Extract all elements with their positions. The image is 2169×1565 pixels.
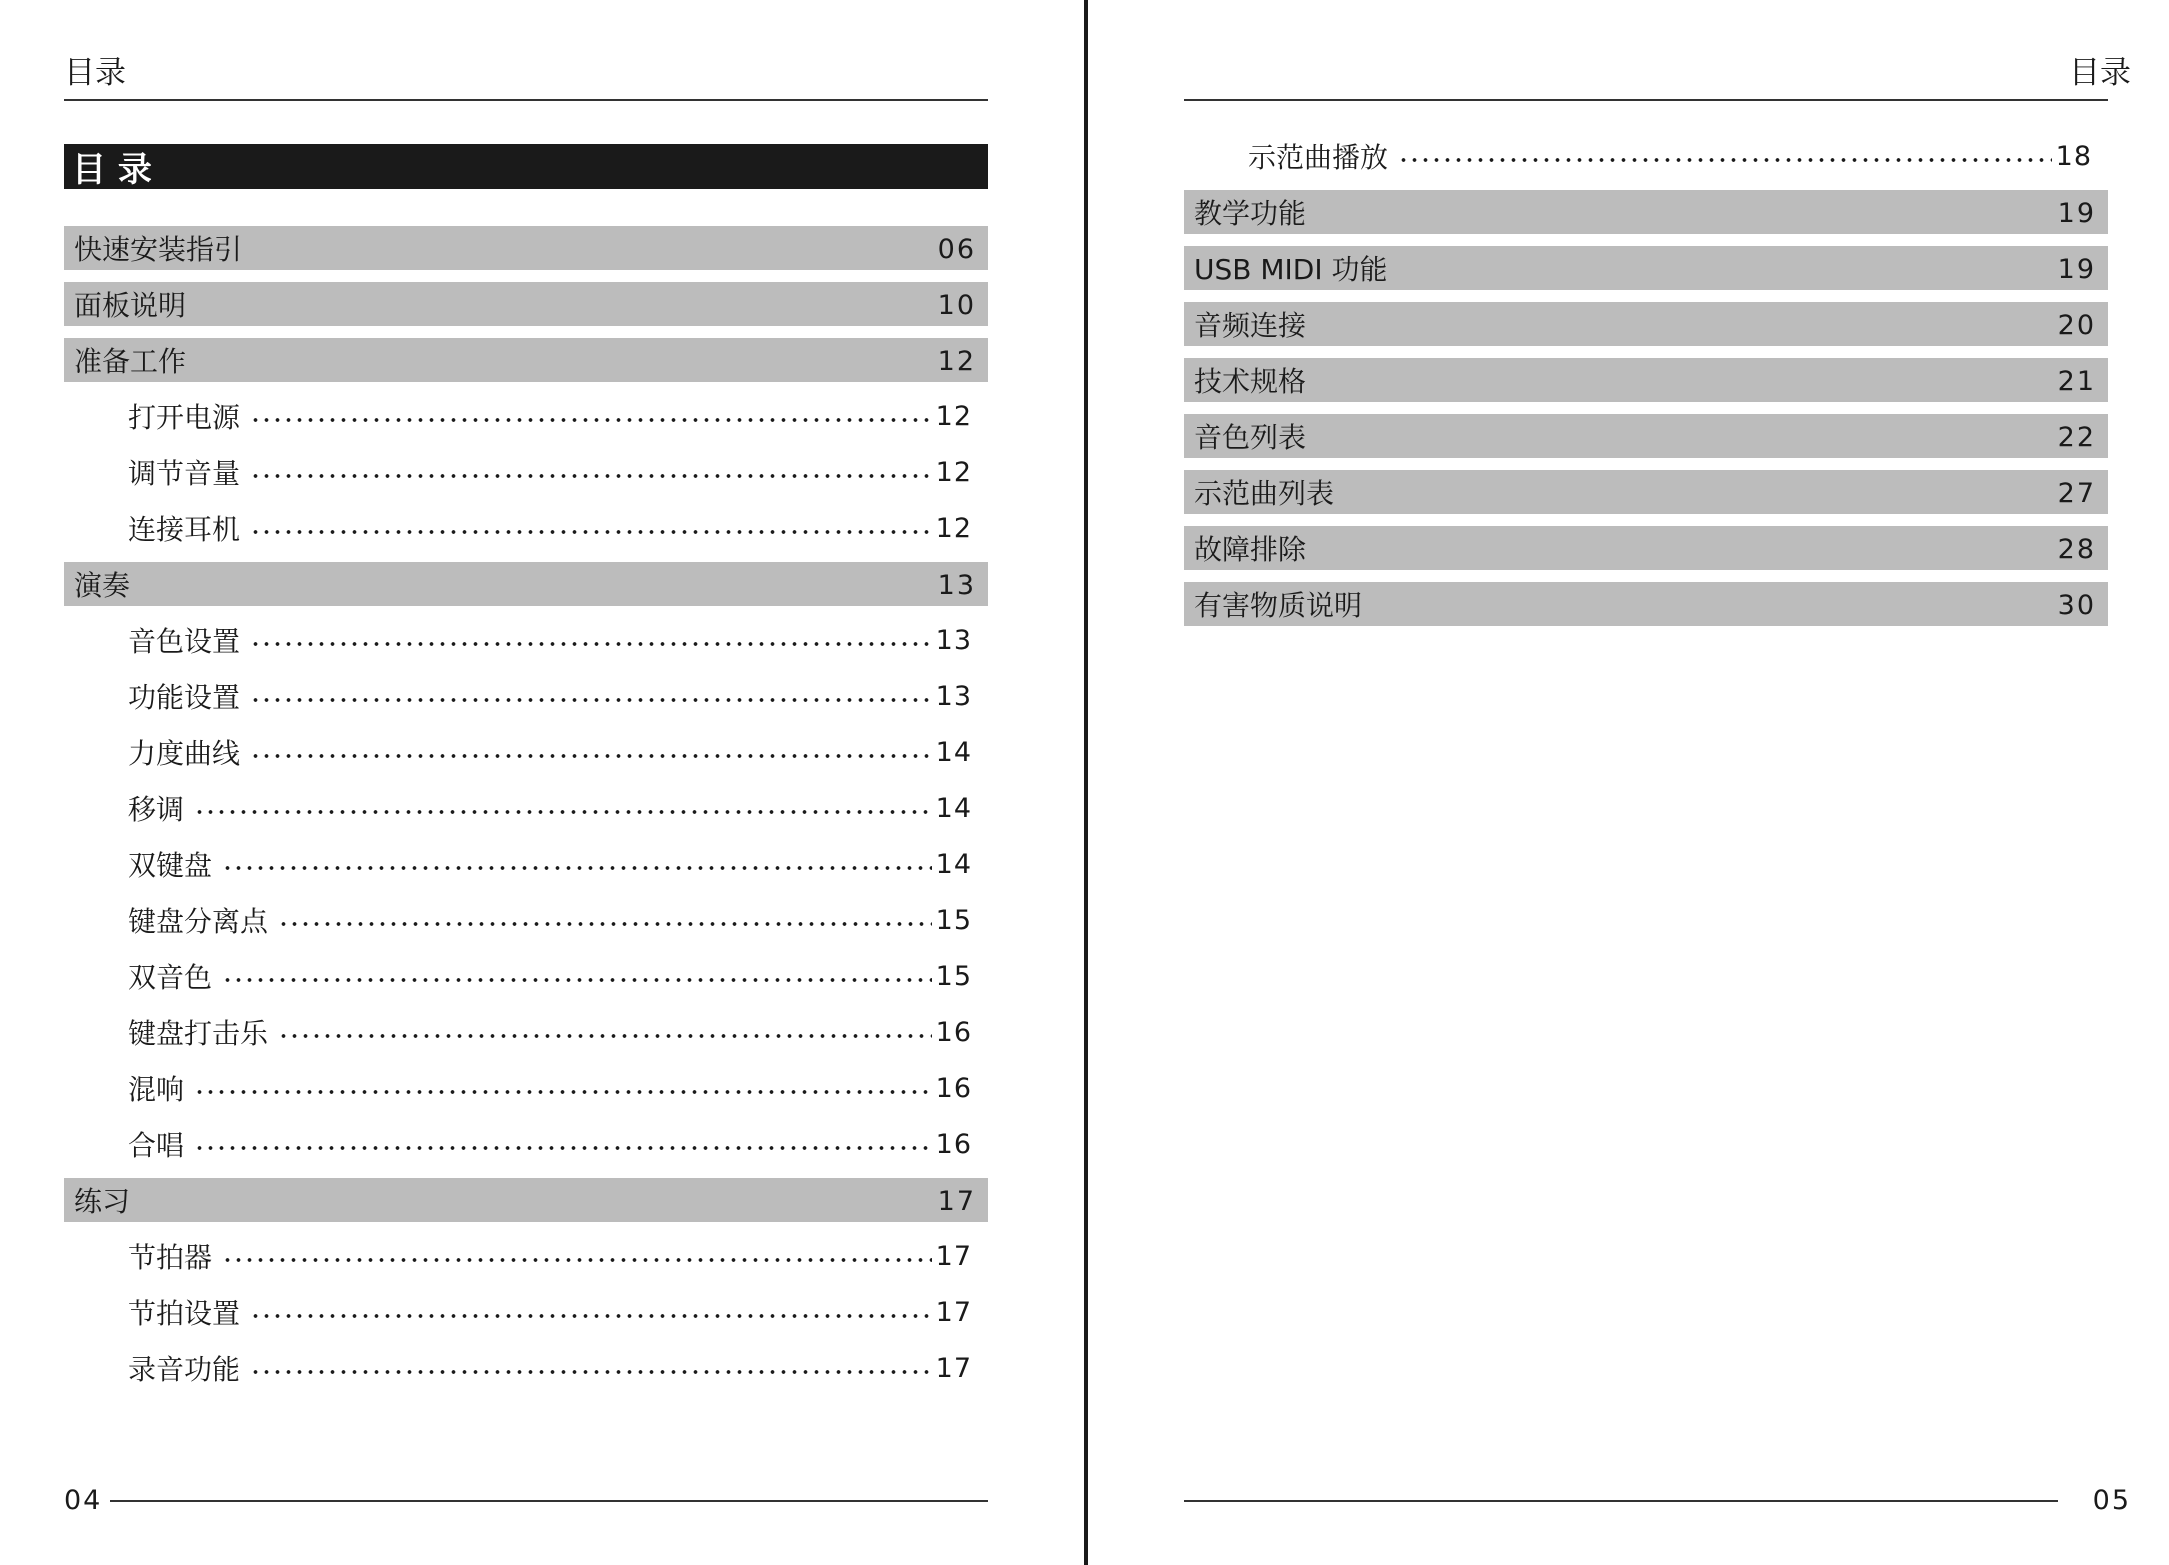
toc-section-row[interactable]	[64, 1172, 988, 1228]
toc-entry-page: 16	[935, 1072, 972, 1104]
header-title: 目录	[64, 55, 126, 91]
toc-section-row[interactable]	[1184, 184, 2108, 240]
dot-leader	[194, 810, 932, 814]
toc-entry-page: 15	[935, 960, 972, 992]
toc-entry-page: 13	[935, 624, 972, 656]
toc-entry-page: 28	[2057, 534, 2096, 565]
dot-leader	[222, 1258, 932, 1262]
toc-entry-label: 教学功能	[1194, 197, 1307, 230]
left-page	[0, 0, 1084, 1565]
toc-subsection-content	[128, 730, 972, 774]
toc-subsection-row[interactable]	[64, 836, 988, 892]
toc-subsection-content	[128, 954, 972, 998]
toc-entry-label: 合唱	[128, 1129, 185, 1162]
toc-entry-page: 16	[935, 1016, 972, 1048]
toc-subsection-row[interactable]	[64, 500, 988, 556]
toc-subsection-content	[128, 618, 972, 662]
toc-entry-page: 20	[2057, 310, 2096, 341]
toc-subsection-content	[128, 842, 972, 886]
toc-entry-page: 12	[937, 346, 976, 377]
toc-section-row[interactable]	[1184, 296, 2108, 352]
toc-subsection-row[interactable]	[64, 1284, 988, 1340]
toc-subsection-content	[128, 1234, 972, 1278]
page-divider	[1084, 0, 1088, 1565]
dot-leader	[250, 530, 932, 534]
dot-leader	[194, 1090, 932, 1094]
toc-entry-page: 12	[935, 456, 972, 488]
section-highlight-bar	[1184, 302, 2108, 346]
toc-subsection-row[interactable]	[64, 780, 988, 836]
toc-entry-page: 21	[2057, 366, 2096, 397]
toc-entry-page: 14	[935, 792, 972, 824]
header-rule	[64, 99, 988, 101]
toc-title-banner	[64, 144, 988, 189]
toc-subsection-row[interactable]	[64, 1340, 988, 1396]
toc-section-row[interactable]	[1184, 464, 2108, 520]
toc-subsection-row[interactable]	[64, 1060, 988, 1116]
toc-entry-page: 16	[935, 1128, 972, 1160]
toc-subsection-row[interactable]	[64, 1116, 988, 1172]
toc-entry-page: 17	[935, 1352, 972, 1384]
toc-entry-label: 双键盘	[128, 849, 213, 882]
dot-leader	[250, 1370, 932, 1374]
toc-entry-label: 节拍设置	[128, 1297, 241, 1330]
toc-section-row[interactable]	[1184, 576, 2108, 632]
toc-entry-label: 音频连接	[1194, 309, 1307, 342]
section-highlight-bar	[64, 338, 988, 382]
toc-entry-label: USB MIDI 功能	[1194, 253, 1388, 286]
toc-entry-label: 键盘打击乐	[128, 1017, 269, 1050]
toc-section-row[interactable]	[1184, 352, 2108, 408]
page-number: 05	[2092, 1485, 2131, 1516]
toc-subsection-content	[128, 506, 972, 550]
toc-entry-page: 27	[2057, 478, 2096, 509]
toc-section-row[interactable]	[64, 556, 988, 612]
toc-entry-page: 10	[937, 290, 976, 321]
toc-entry-label: 准备工作	[74, 345, 187, 378]
toc-section-row[interactable]	[64, 220, 988, 276]
section-highlight-bar	[1184, 358, 2108, 402]
footer-rule	[110, 1500, 988, 1502]
toc-subsection-content	[1248, 134, 2092, 178]
toc-entry-label: 演奏	[74, 569, 131, 602]
toc-entry-page: 12	[935, 400, 972, 432]
toc-entry-label: 录音功能	[128, 1353, 241, 1386]
right-page	[1090, 0, 2169, 1565]
toc-entry-page: 17	[935, 1240, 972, 1272]
toc-subsection-row[interactable]	[64, 612, 988, 668]
dot-leader	[222, 978, 932, 982]
toc-section-row[interactable]	[64, 276, 988, 332]
toc-subsection-row[interactable]	[64, 388, 988, 444]
toc-subsection-row[interactable]	[64, 892, 988, 948]
toc-subsection-content	[128, 394, 972, 438]
toc-subsection-row[interactable]	[64, 1004, 988, 1060]
toc-entry-label: 示范曲列表	[1194, 477, 1335, 510]
toc-list	[64, 220, 988, 1396]
toc-entry-label: 打开电源	[128, 401, 241, 434]
toc-subsection-row[interactable]	[1184, 128, 2108, 184]
toc-subsection-content	[128, 674, 972, 718]
toc-entry-label: 音色设置	[128, 625, 241, 658]
section-highlight-bar	[1184, 190, 2108, 234]
toc-subsection-row[interactable]	[64, 724, 988, 780]
toc-entry-label: 调节音量	[128, 457, 241, 490]
toc-entry-page: 06	[937, 234, 976, 265]
toc-entry-label: 技术规格	[1194, 365, 1307, 398]
dot-leader	[250, 698, 932, 702]
toc-entry-page: 30	[2057, 590, 2096, 621]
toc-subsection-content	[128, 1290, 972, 1334]
header-rule	[1184, 99, 2108, 101]
toc-entry-label: 故障排除	[1194, 533, 1307, 566]
toc-section-row[interactable]	[1184, 408, 2108, 464]
toc-subsection-content	[128, 1346, 972, 1390]
toc-section-row[interactable]	[64, 332, 988, 388]
dot-leader	[222, 866, 932, 870]
toc-entry-page: 12	[935, 512, 972, 544]
toc-entry-page: 17	[937, 1186, 976, 1217]
toc-entry-page: 17	[935, 1296, 972, 1328]
toc-entry-label: 力度曲线	[128, 737, 241, 770]
dot-leader	[194, 1146, 932, 1150]
toc-subsection-content	[128, 1010, 972, 1054]
toc-entry-page: 22	[2057, 422, 2096, 453]
toc-entry-page: 18	[2055, 140, 2092, 172]
toc-entry-page: 14	[935, 848, 972, 880]
dot-leader	[250, 754, 932, 758]
toc-section-row[interactable]	[1184, 240, 2108, 296]
toc-subsection-row[interactable]	[64, 444, 988, 500]
toc-entry-label: 移调	[128, 793, 185, 826]
toc-entry-page: 19	[2057, 254, 2096, 285]
toc-entry-page: 19	[2057, 198, 2096, 229]
dot-leader	[278, 922, 932, 926]
toc-section-row[interactable]	[1184, 520, 2108, 576]
toc-subsection-content	[128, 786, 972, 830]
toc-entry-page: 14	[935, 736, 972, 768]
toc-subsection-content	[128, 1066, 972, 1110]
section-highlight-bar	[1184, 526, 2108, 570]
dot-leader	[1398, 158, 2052, 162]
toc-subsection-content	[128, 450, 972, 494]
toc-subsection-row[interactable]	[64, 668, 988, 724]
toc-subsection-row[interactable]	[64, 1228, 988, 1284]
toc-entry-label: 节拍器	[128, 1241, 213, 1274]
dot-leader	[250, 474, 932, 478]
dot-leader	[250, 418, 932, 422]
toc-entry-label: 面板说明	[74, 289, 187, 322]
toc-subsection-row[interactable]	[64, 948, 988, 1004]
dot-leader	[250, 642, 932, 646]
toc-entry-label: 键盘分离点	[128, 905, 269, 938]
dot-leader	[250, 1314, 932, 1318]
toc-subsection-content	[128, 1122, 972, 1166]
toc-entry-page: 13	[937, 570, 976, 601]
toc-entry-label: 连接耳机	[128, 513, 241, 546]
toc-subsection-content	[128, 898, 972, 942]
section-highlight-bar	[1184, 414, 2108, 458]
toc-entry-label: 练习	[74, 1185, 131, 1218]
section-highlight-bar	[64, 1178, 988, 1222]
section-highlight-bar	[64, 282, 988, 326]
toc-entry-label: 快速安装指引	[74, 233, 243, 266]
page-number: 04	[64, 1485, 103, 1516]
toc-entry-label: 有害物质说明	[1194, 589, 1363, 622]
toc-entry-page: 13	[935, 680, 972, 712]
toc-entry-label: 双音色	[128, 961, 213, 994]
toc-list	[1184, 128, 2108, 632]
toc-entry-label: 混响	[128, 1073, 185, 1106]
dot-leader	[278, 1034, 932, 1038]
toc-entry-label: 示范曲播放	[1248, 141, 1389, 174]
footer-rule	[1184, 1500, 2058, 1502]
toc-title: 目 录	[72, 150, 152, 190]
toc-entry-label: 音色列表	[1194, 421, 1307, 454]
header-title: 目录	[2069, 55, 2131, 91]
section-highlight-bar	[64, 562, 988, 606]
toc-entry-label: 功能设置	[128, 681, 241, 714]
toc-entry-page: 15	[935, 904, 972, 936]
